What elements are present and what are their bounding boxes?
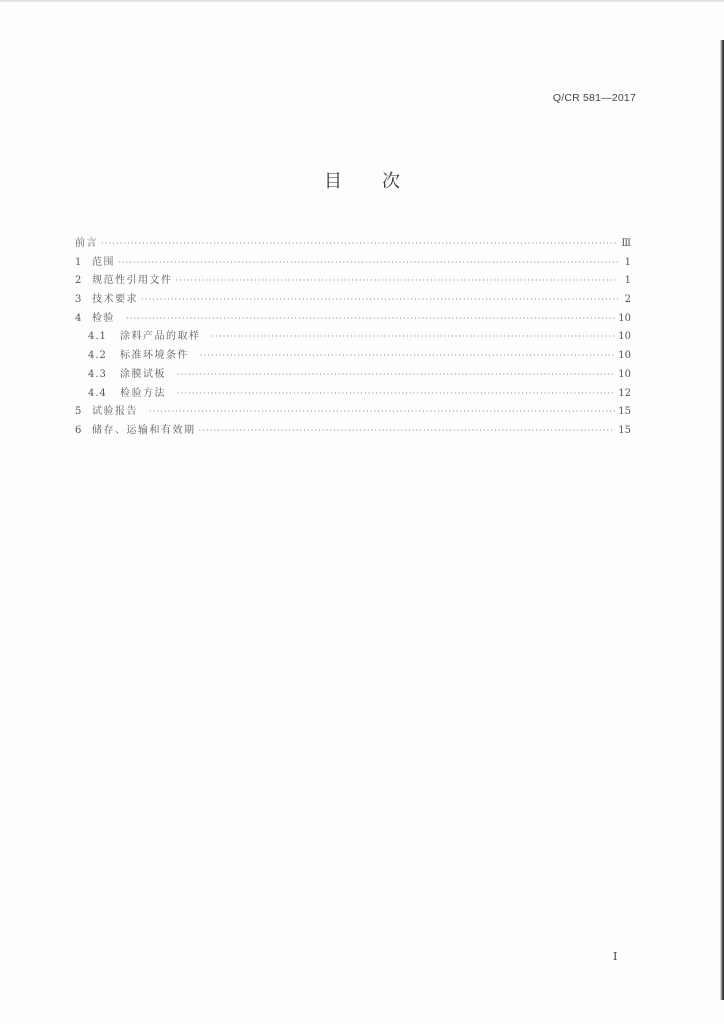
toc-entry-label: 规范性引用文件 xyxy=(92,275,173,287)
toc-leader-dots xyxy=(118,254,618,273)
toc-entry-page: 10 xyxy=(618,331,631,343)
toc-leader-dots xyxy=(101,235,618,254)
toc-entry-number: 4.1 xyxy=(88,331,107,343)
toc-entry-label: 储存、运输和有效期 xyxy=(92,424,196,436)
toc-entry-number: 5 xyxy=(75,406,82,418)
page-number: I xyxy=(613,950,618,963)
toc-entry-4-4[interactable] xyxy=(75,385,631,404)
toc-entry-page: 10 xyxy=(618,368,631,380)
toc-leader-dots xyxy=(212,328,616,347)
toc-entry-number: 6 xyxy=(75,424,82,436)
toc-leader-dots xyxy=(177,385,615,404)
toc-entry-label: 技术要求 xyxy=(92,294,138,306)
toc-entry-page: 15 xyxy=(618,424,631,436)
toc-leader-dots xyxy=(149,403,615,422)
toc-leader-dots xyxy=(177,366,615,385)
toc-leader-dots xyxy=(199,422,616,441)
toc-entry-label: 检验方法 xyxy=(120,387,166,399)
toc-entry-preface[interactable] xyxy=(75,235,631,254)
toc-entry-page: 2 xyxy=(624,294,631,306)
toc-entry-label: 范围 xyxy=(92,256,115,268)
toc-entry-label: 涂料产品的取样 xyxy=(120,331,201,343)
scan-top-edge xyxy=(0,0,724,3)
toc-entry-number: 4.3 xyxy=(88,368,107,380)
toc-entry-number: 2 xyxy=(75,275,82,287)
toc-entry-number: 1 xyxy=(75,256,82,268)
toc-entry-number: 3 xyxy=(75,294,82,306)
toc-leader-dots xyxy=(176,272,619,291)
toc-leader-dots xyxy=(126,310,615,329)
toc-entry-number: 4 xyxy=(75,312,82,324)
toc-entry-label: 前言 xyxy=(75,238,98,249)
toc-entry-page: 15 xyxy=(618,406,631,418)
toc-entry-label: 检验 xyxy=(92,312,115,324)
toc-entry-4[interactable] xyxy=(75,310,631,329)
toc-entry-4-3[interactable] xyxy=(75,366,631,385)
toc-entry-3[interactable] xyxy=(75,291,631,310)
toc-entry-page: 12 xyxy=(618,387,631,399)
toc-entry-label: 标准环境条件 xyxy=(120,350,189,362)
toc-entry-5[interactable] xyxy=(75,403,631,422)
toc-entry-2[interactable] xyxy=(75,272,631,291)
toc-leader-dots xyxy=(141,291,618,310)
toc-entry-number: 4.2 xyxy=(88,350,107,362)
toc-entry-page: 1 xyxy=(624,256,631,268)
toc-entry-4-2[interactable] xyxy=(75,347,631,366)
toc-entry-page: 10 xyxy=(618,312,631,324)
toc-entry-label: 试验报告 xyxy=(92,406,138,418)
table-of-contents xyxy=(75,235,631,441)
toc-entry-6[interactable] xyxy=(75,422,631,441)
toc-entry-page: Ⅲ xyxy=(621,238,631,249)
toc-entry-1[interactable] xyxy=(75,254,631,273)
toc-entry-number: 4.4 xyxy=(88,387,107,399)
toc-entry-4-1[interactable] xyxy=(75,328,631,347)
toc-entry-page: 1 xyxy=(624,275,631,287)
toc-leader-dots xyxy=(200,347,615,366)
toc-entry-page: 10 xyxy=(618,350,631,362)
page-title: 目次 xyxy=(324,171,440,192)
document-code: Q/CR 581—2017 xyxy=(552,92,636,104)
toc-entry-label: 涂膜试板 xyxy=(120,368,166,380)
